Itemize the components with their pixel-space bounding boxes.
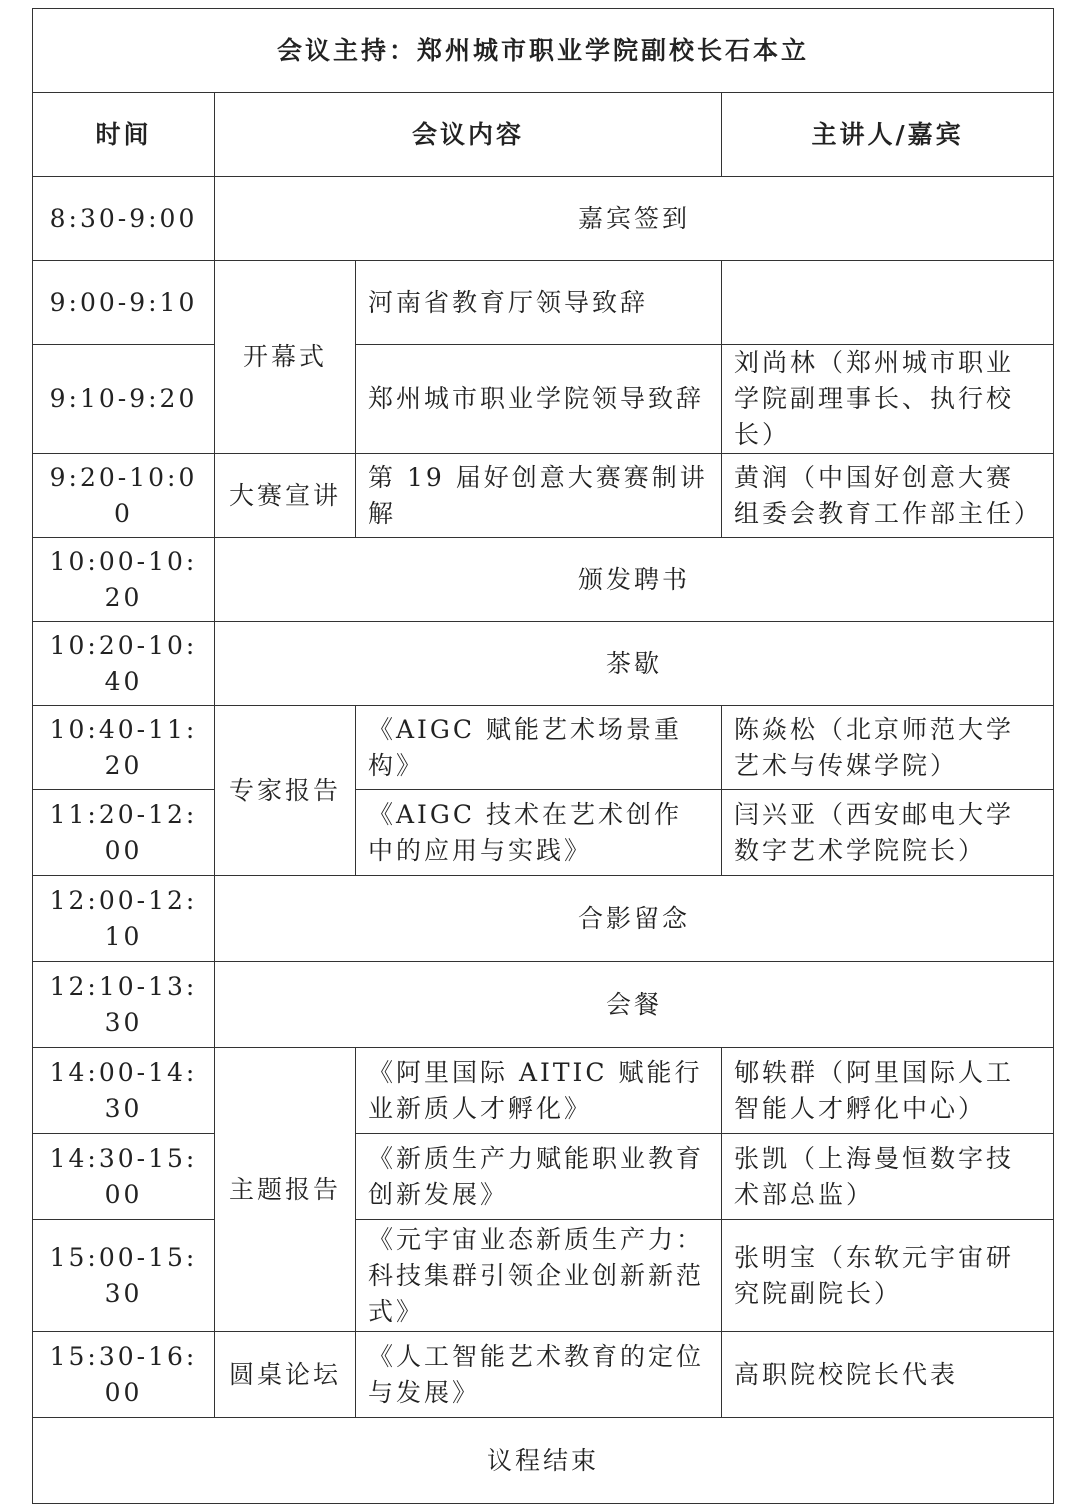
content-cell: 第 19 届好创意大赛赛制讲解 xyxy=(356,454,722,538)
time-cell: 12:10-13:30 xyxy=(33,962,215,1048)
content-cell: 河南省教育厅领导致辞 xyxy=(356,261,722,345)
table-row xyxy=(33,538,1054,622)
speaker-cell: 黄润（中国好创意大赛组委会教育工作部主任） xyxy=(722,454,1054,538)
table-row xyxy=(33,876,1054,962)
time-cell: 10:20-10:40 xyxy=(33,622,215,706)
table-row xyxy=(33,790,1054,876)
time-cell: 10:00-10:20 xyxy=(33,538,215,622)
speaker-cell: 张凯（上海曼恒数字技术部总监） xyxy=(722,1134,1054,1220)
closing-cell: 议程结束 xyxy=(33,1418,1054,1504)
table-row xyxy=(33,1220,1054,1332)
session-cell: 圆桌论坛 xyxy=(215,1332,356,1418)
speaker-cell: 张明宝（东软元宇宙研究院副院长） xyxy=(722,1220,1054,1332)
table-row xyxy=(33,1332,1054,1418)
time-cell: 11:20-12:00 xyxy=(33,790,215,876)
content-cell: 《AIGC 赋能艺术场景重构》 xyxy=(356,706,722,790)
host-line: 会议主持：郑州城市职业学院副校长石本立 xyxy=(33,9,1054,93)
session-cell: 主题报告 xyxy=(215,1048,356,1332)
speaker-cell: 刘尚林（郑州城市职业学院副理事长、执行校长） xyxy=(722,345,1054,454)
session-cell: 专家报告 xyxy=(215,706,356,876)
content-cell: 嘉宾签到 xyxy=(215,177,1054,261)
session-cell: 大赛宣讲 xyxy=(215,454,356,538)
closing-row xyxy=(33,1418,1054,1504)
table-row xyxy=(33,962,1054,1048)
session-cell: 开幕式 xyxy=(215,261,356,454)
table-row xyxy=(33,345,1054,454)
column-header-speaker: 主讲人/嘉宾 xyxy=(722,93,1054,177)
time-cell: 12:00-12:10 xyxy=(33,876,215,962)
time-cell: 14:30-15:00 xyxy=(33,1134,215,1220)
time-cell: 9:20-10:00 xyxy=(33,454,215,538)
column-header-content: 会议内容 xyxy=(215,93,722,177)
content-cell: 《AIGC 技术在艺术创作中的应用与实践》 xyxy=(356,790,722,876)
content-cell: 会餐 xyxy=(215,962,1054,1048)
speaker-cell: 陈焱松（北京师范大学艺术与传媒学院） xyxy=(722,706,1054,790)
table-row xyxy=(33,1048,1054,1134)
header-row xyxy=(33,93,1054,177)
time-cell: 14:00-14:30 xyxy=(33,1048,215,1134)
time-cell: 9:10-9:20 xyxy=(33,345,215,454)
content-cell: 茶歇 xyxy=(215,622,1054,706)
table-row xyxy=(33,622,1054,706)
host-row xyxy=(33,9,1054,93)
table-row xyxy=(33,177,1054,261)
time-cell: 15:30-16:00 xyxy=(33,1332,215,1418)
table-row xyxy=(33,706,1054,790)
content-cell: 《人工智能艺术教育的定位与发展》 xyxy=(356,1332,722,1418)
content-cell: 《新质生产力赋能职业教育创新发展》 xyxy=(356,1134,722,1220)
table-row xyxy=(33,1134,1054,1220)
speaker-cell xyxy=(722,261,1054,345)
table-row xyxy=(33,261,1054,345)
content-cell: 郑州城市职业学院领导致辞 xyxy=(356,345,722,454)
content-cell: 合影留念 xyxy=(215,876,1054,962)
time-cell: 15:00-15:30 xyxy=(33,1220,215,1332)
content-cell: 颁发聘书 xyxy=(215,538,1054,622)
speaker-cell: 闫兴亚（西安邮电大学数字艺术学院院长） xyxy=(722,790,1054,876)
column-header-time: 时间 xyxy=(33,93,215,177)
agenda-table xyxy=(32,8,1054,1504)
table-row xyxy=(33,454,1054,538)
content-cell: 《元宇宙业态新质生产力：科技集群引领企业创新新范式》 xyxy=(356,1220,722,1332)
time-cell: 10:40-11:20 xyxy=(33,706,215,790)
time-cell: 9:00-9:10 xyxy=(33,261,215,345)
time-cell: 8:30-9:00 xyxy=(33,177,215,261)
content-cell: 《阿里国际 AITIC 赋能行业新质人才孵化》 xyxy=(356,1048,722,1134)
speaker-cell: 郇轶群（阿里国际人工智能人才孵化中心） xyxy=(722,1048,1054,1134)
speaker-cell: 高职院校院长代表 xyxy=(722,1332,1054,1418)
